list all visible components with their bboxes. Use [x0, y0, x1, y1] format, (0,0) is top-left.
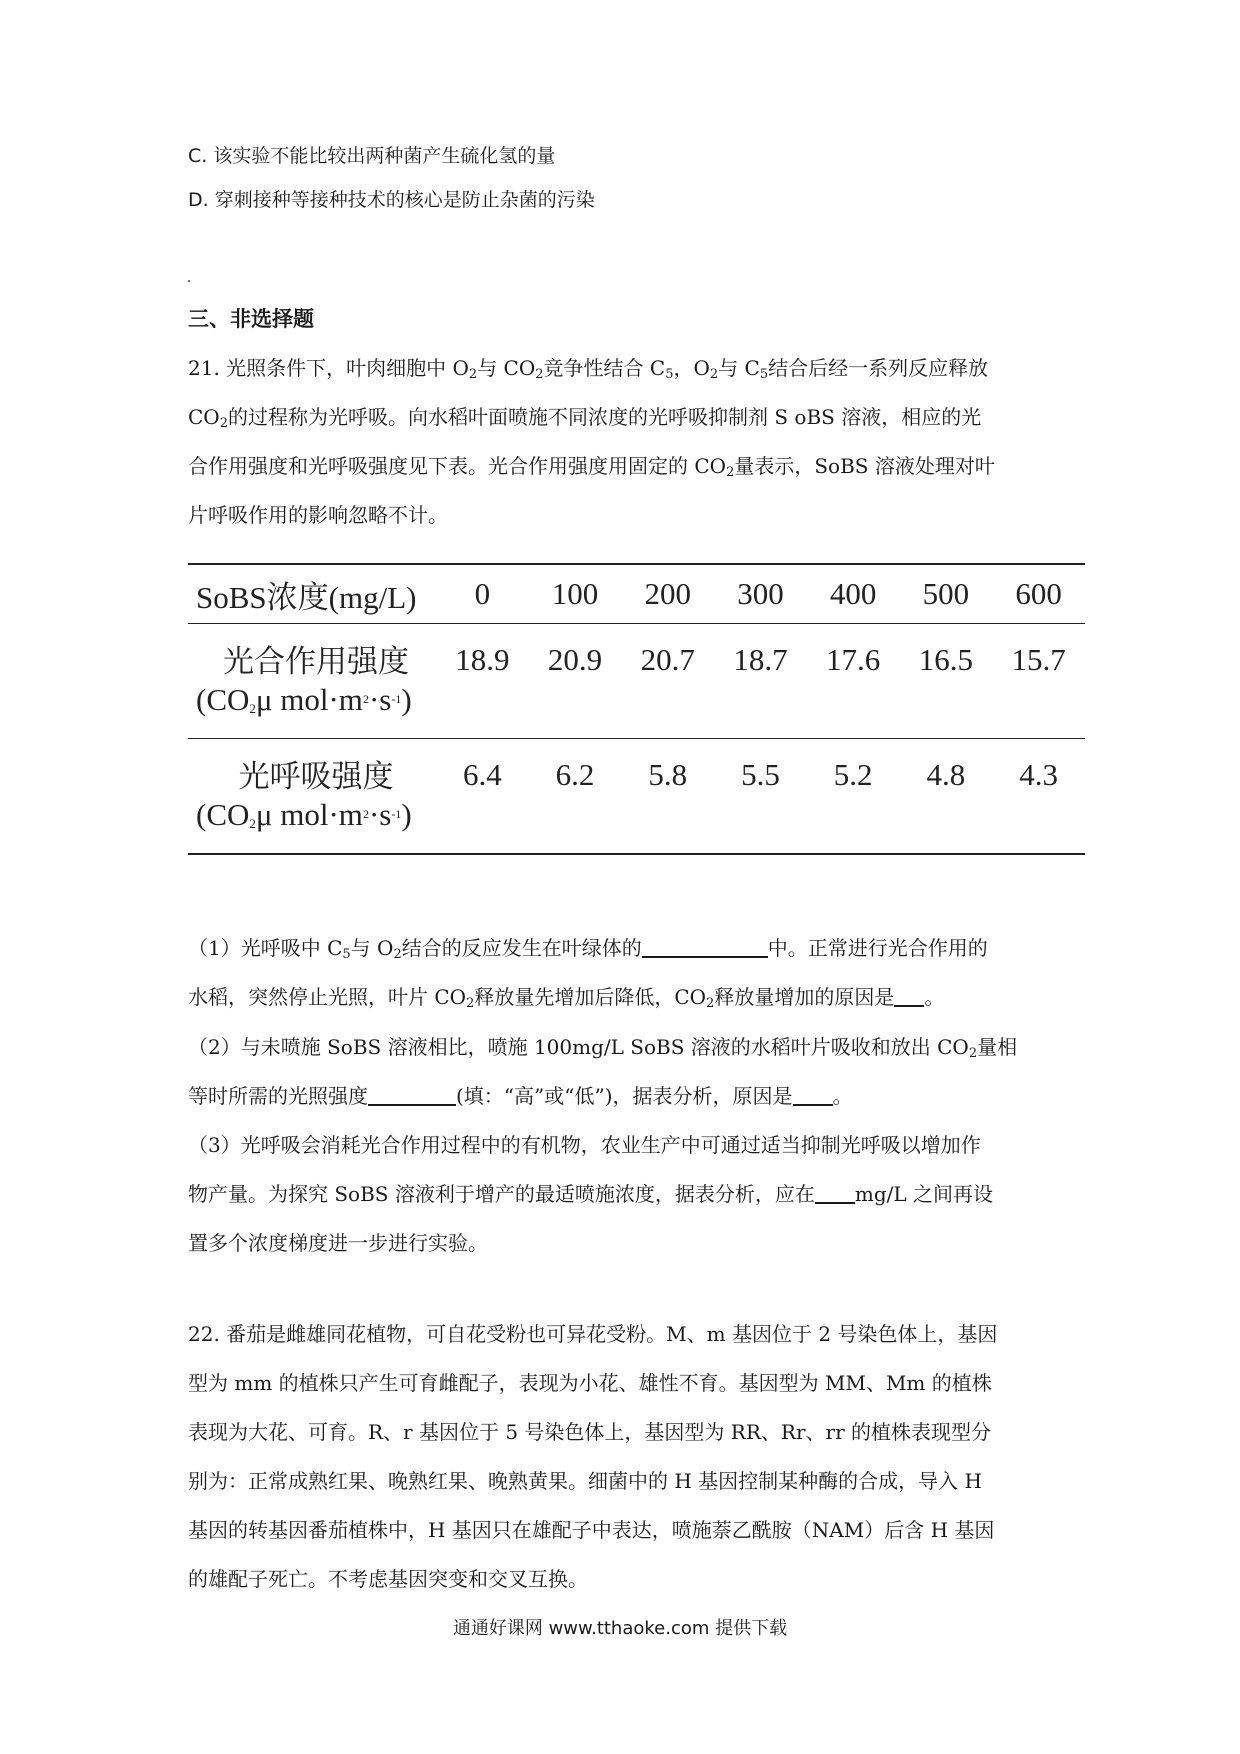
photosynthesis-value: 18.9 [436, 624, 529, 739]
answer-blank[interactable] [793, 1084, 833, 1106]
photosynthesis-value: 17.6 [807, 624, 900, 739]
q21-sub1-line-1: （1）光呼吸中 $C_5$与 $O_2$结合的反应发生在叶绿体的 中。正常进行光合作用的 [188, 936, 988, 962]
concentration-cell: 600 [992, 564, 1085, 624]
section-title: 三、非选择题 [188, 306, 314, 331]
photosynthesis-value: 20.9 [529, 624, 622, 739]
photosynthesis-value: 20.7 [621, 624, 714, 739]
q21-sub3-line-1: （3）光呼吸会消耗光合作用过程中的有机物，农业生产中可通过适当抑制光呼吸以增加作 [188, 1133, 981, 1157]
photorespiration-value: 6.4 [436, 739, 529, 855]
photorespiration-row-label: 光呼吸强度 ($CO_2\mu$ $mol\cdot m^2\cdot s^{-1}$) [188, 739, 436, 855]
q22-line-3: 表现为大花、可育。R、r 基因位于 5 号染色体上，基因型为 RR、Rr、rr 的植株表现型分 [188, 1420, 991, 1444]
concentration-cell: 500 [900, 564, 993, 624]
q21-sub2-line-2: 等时所需的光照强度 (填：“高”或“低”)，据表分析，原因是 。 [188, 1084, 853, 1108]
answer-blank[interactable] [368, 1084, 456, 1106]
photosynthesis-value: 15.7 [992, 624, 1085, 739]
q22-line-5: 基因的转基因番茄植株中，H 基因只在雄配子中表达，喷施萘乙酰胺（NAM）后含 H 基因 [188, 1518, 995, 1542]
sobs-data-table [188, 563, 1085, 855]
answer-blank[interactable] [642, 936, 768, 958]
q21-sub3-line-2: 物产量。为探究 SoBS 溶液利于增产的最适喷施浓度，据表分析，应在 mg/L 之间再设 [188, 1182, 994, 1206]
header-concentration-label: SoBS浓度(mg/L) [188, 564, 436, 624]
concentration-cell: 400 [807, 564, 900, 624]
q22-line-1: 22. 番茄是雌雄同花植物，可自花受粉也可异花受粉。M、m 基因位于 2 号染色体上，基因 [188, 1322, 998, 1346]
concentration-cell: 200 [621, 564, 714, 624]
option-c[interactable]: C. 该实验不能比较出两种菌产生硫化氢的量 [188, 145, 556, 167]
q21-intro-line-3: 合作用强度和光呼吸强度见下表。光合作用强度用固定的 $CO_2$量表示，SoBS 溶液处理对叶 [188, 454, 995, 480]
concentration-cell: 0 [436, 564, 529, 624]
answer-blank[interactable] [815, 1182, 855, 1204]
photosynthesis-row-label: 光合作用强度 ($CO_2\mu$ $mol\cdot m^2\cdot s^{-1}$) [188, 624, 436, 739]
stray-dot [188, 280, 190, 282]
q22-line-4: 别为：正常成熟红果、晚熟红果、晚熟黄果。细菌中的 H 基因控制某种酶的合成，导入 H [188, 1469, 982, 1493]
photorespiration-value: 4.3 [992, 739, 1085, 855]
photorespiration-value: 5.2 [807, 739, 900, 855]
q22-line-6: 的雄配子死亡。不考虑基因突变和交叉互换。 [188, 1567, 588, 1591]
concentration-cell: 100 [529, 564, 622, 624]
q21-sub3-line-3: 置多个浓度梯度进一步进行实验。 [188, 1231, 488, 1255]
q21-sub1-line-2: 水稻，突然停止光照，叶片 $CO_2$释放量先增加后降低，$CO_2$释放量增加的原因是 。 [188, 985, 945, 1011]
photorespiration-value: 6.2 [529, 739, 622, 855]
photorespiration-value: 4.8 [900, 739, 993, 855]
page-footer: 通通好课网 www.tthaoke.com 提供下载 [452, 1618, 788, 1639]
photorespiration-value: 5.8 [621, 739, 714, 855]
table-row-concentration [188, 564, 1085, 624]
q21-intro-line-4: 片呼吸作用的影响忽略不计。 [188, 503, 448, 527]
answer-blank[interactable] [894, 985, 924, 1007]
photosynthesis-value: 18.7 [714, 624, 807, 739]
photosynthesis-value: 16.5 [900, 624, 993, 739]
table-row-photosynthesis [188, 624, 1085, 739]
photorespiration-value: 5.5 [714, 739, 807, 855]
q22-line-2: 型为 mm 的植株只产生可育雌配子，表现为小花、雄性不育。基因型为 MM、Mm 的植株 [188, 1371, 992, 1395]
option-d[interactable]: D. 穿刺接种等接种技术的核心是防止杂菌的污染 [188, 189, 595, 211]
q21-sub2-line-1: （2）与未喷施 SoBS 溶液相比，喷施 100mg/L SoBS 溶液的水稻叶片吸收和放出 $CO_2$量相 [188, 1035, 1018, 1061]
table-row-photorespiration [188, 739, 1085, 855]
q21-intro-line-1: 21. 光照条件下，叶肉细胞中 $O_2$与 $CO_2$竞争性结合 $C_5$，$O_2$与 $C_5$结合后经一系列反应释放 [188, 356, 989, 382]
q21-intro-line-2: $CO_2$的过程称为光呼吸。向水稻叶面喷施不同浓度的光呼吸抑制剂 S oBS 溶液，相应的光 [188, 405, 982, 431]
concentration-cell: 300 [714, 564, 807, 624]
